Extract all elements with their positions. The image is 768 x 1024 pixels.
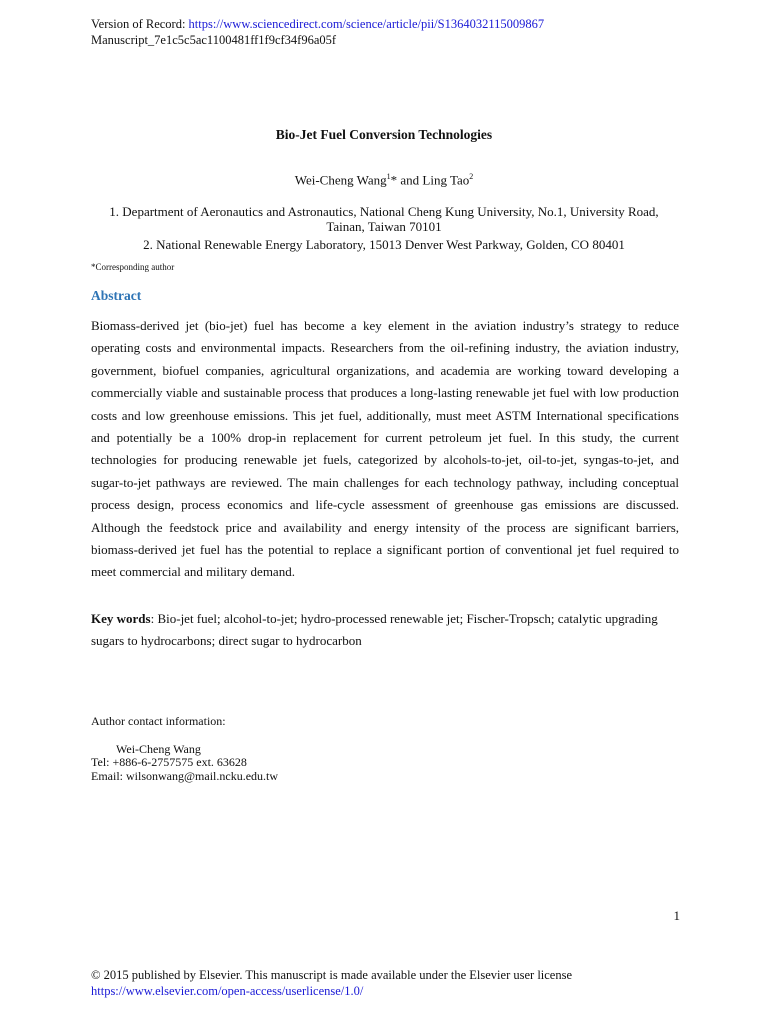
abstract-body: Biomass-derived jet (bio-jet) fuel has become a key element in the aviation industry’s strategy to reduce operating costs and environmental impacts. Researchers from the oil-refining industry, the aviation industry, government, biofuel companies, agricultural organizations, and academia are working toward developing a commercially viable and sustainable process that produces a long-lasting renewable jet fuel with low production costs and low greenhouse emissions. This jet fuel, additionally, must meet ASTM International specifications and potentially be a 100% drop-in replacement for current petroleum jet fuel. In this study, the current technologies for producing renewable jet fuels, categorized by alcohols-to-jet, oil-to-jet, syngas-to-jet, and sugar-to-jet pathways are reviewed. The main challenges for each technology pathway, including conceptual process design, process economics and life-cycle assessment of greenhouse gas emissions are discussed. Although the feedstock price and availability and energy intensity of the process are significant barriers, biomass-derived jet fuel has the potential to replace a significant portion of conventional jet fuel required to meet commercial and military demand. (91, 318, 679, 580)
paper-title: Bio-Jet Fuel Conversion Technologies (275, 127, 493, 142)
version-of-record-link[interactable]: https://www.sciencedirect.com/science/article/pii/S1364032115009867 (188, 17, 545, 31)
keywords-label: Key words (91, 611, 151, 626)
affiliation-1-line-2: Tainan, Taiwan 70101 (326, 219, 442, 234)
contact-phone: Tel: +886-6-2757575 ext. 63628 (91, 755, 247, 769)
contact-name: Wei-Cheng Wang (116, 741, 201, 756)
keywords (91, 608, 679, 653)
author-line (0, 172, 768, 188)
version-of-record-label: Version of Record: (91, 17, 189, 31)
contact-email: Email: wilsonwang@mail.ncku.edu.tw (91, 768, 279, 783)
affiliation-2: 2. National Renewable Energy Laboratory, 15013 Denver West Parkway, Golden, CO 80401 (143, 237, 625, 252)
contact-heading: Author contact information: (91, 714, 226, 728)
copyright-notice: © 2015 published by Elsevier. This manuscript is made available under the Elsevier user license (91, 968, 573, 982)
abstract-heading: Abstract (91, 288, 142, 303)
affiliations (80, 204, 688, 252)
author-connector: and (397, 172, 423, 188)
author-1-name: Wei-Cheng Wang (294, 172, 387, 188)
corresponding-author-note: *Corresponding author (91, 262, 175, 272)
author-2-affiliation-mark: 2 (469, 172, 474, 181)
version-of-record-line (91, 16, 544, 32)
author-2-name: Ling Tao (422, 172, 470, 188)
page-header (91, 16, 544, 48)
affiliation-1-line-1: 1. Department of Aeronautics and Astronautics, National Cheng Kung University, No.1, University Road, (109, 204, 659, 219)
manuscript-id: Manuscript_7e1c5c5ac1100481ff1f9cf34f96a05f (91, 33, 337, 47)
page-footer (91, 967, 572, 999)
page-number: 1 (673, 908, 680, 923)
author-1-affiliation-mark: 1 (386, 172, 391, 181)
author-contact-block (91, 715, 278, 783)
corresponding-author-mark: * (390, 172, 398, 188)
license-link[interactable]: https://www.elsevier.com/open-access/userlicense/1.0/ (91, 984, 364, 998)
keywords-list: : Bio-jet fuel; alcohol-to-jet; hydro-processed renewable jet; Fischer-Tropsch; catalytic upgrading sugars to hydrocarbons; direct sugar to hydrocarbon (91, 611, 658, 649)
